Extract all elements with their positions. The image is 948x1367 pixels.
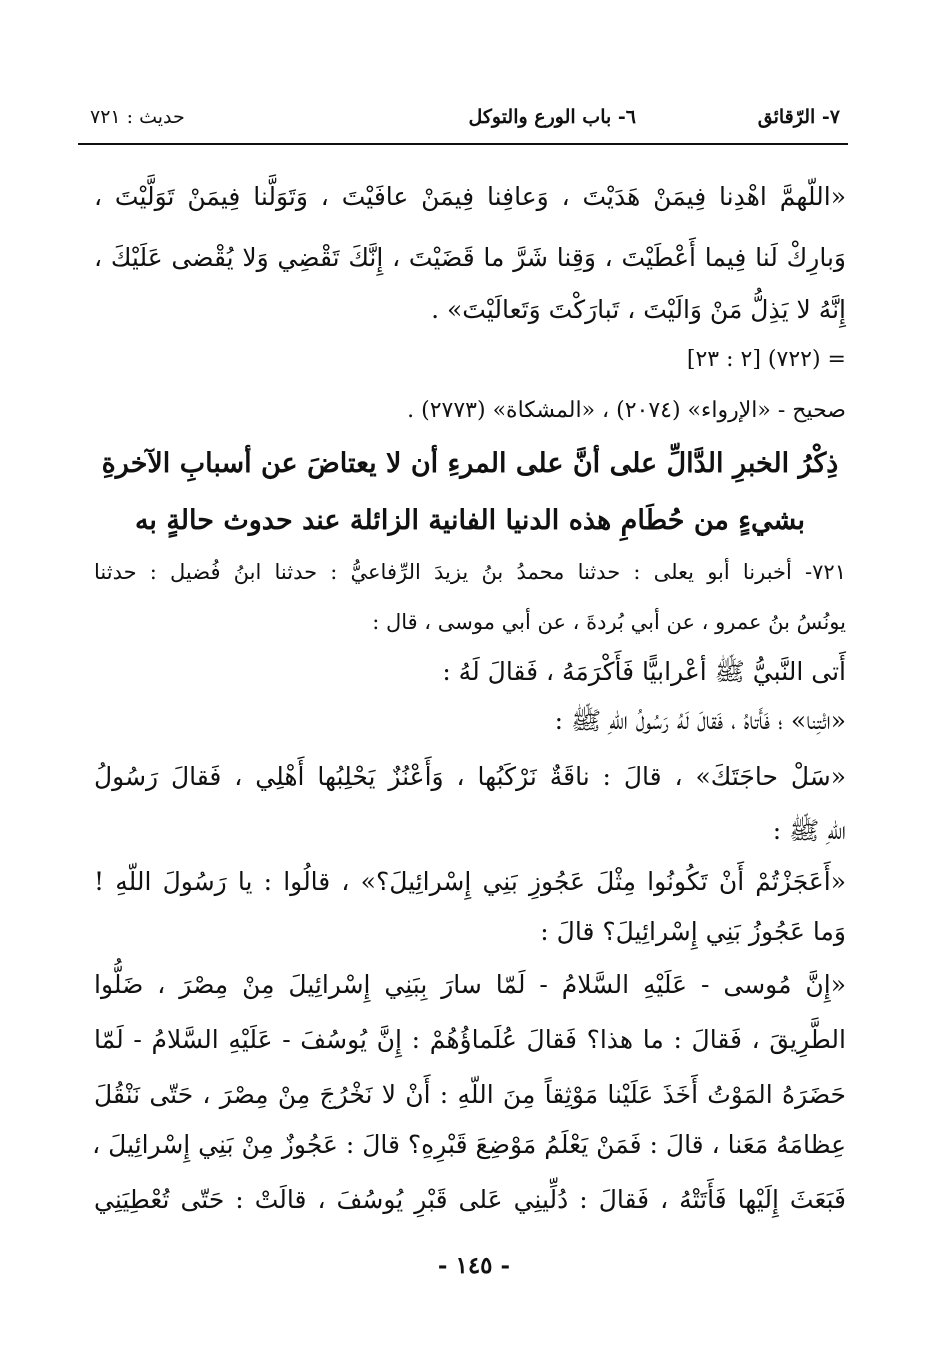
header-rule (78, 143, 848, 145)
text-line: «إِنَّ مُوسى - عَلَيْهِ السَّلامُ - لَمّا سارَ بِبَنِي إِسْرائِيلَ مِنْ مِصْرَ ، ضَلُّوا (94, 970, 846, 999)
text-line: «أَعَجَزْتُمْ أَنْ تَكُونُوا مِثْلَ عَجُوزِ بَنِي إِسْرائِيلَ؟» ، قالُوا : يا رَسُولَ اللّهِ ! (94, 867, 846, 896)
text-line: «سَلْ حاجَتَكَ» ، قالَ : ناقَةٌ نَرْكَبُها ، وَأَعْنُزٌ يَحْلِبُها أَهْلِي ، فَقالَ رَسُولُ (94, 762, 846, 791)
isnad-line: ٧٢١- أخبرنا أبو يعلى : حدثنا محمدُ بنُ يزيدَ الرِّفاعيُّ : حدثنا ابنُ فُضيل : حدثنا (94, 560, 846, 584)
text-line: «ائْتِنا» ؛ فَأَتاهُ ، فَقالَ لَهُ رَسُولُ اللّهِ ﷺ : (554, 706, 846, 735)
text-line: فَبَعَثَ إِلَيْها فَأَتَتْهُ ، فَقالَ : دُلِّينِي عَلى قَبْرِ يُوسُفَ ، قالَتْ : حَتّى تُعْطِيَنِي (94, 1185, 846, 1214)
text-line: الطَّرِيقَ ، فَقالَ : ما هذا؟ فَقالَ عُلَماؤُهُمْ : إِنَّ يُوسُفَ - عَلَيْهِ السَّلامُ - لَمّا (94, 1025, 846, 1054)
text-line: أَتى النَّبيُّ ﷺ أعْرابيًّا فَأَكْرَمَهُ ، فَقالَ لَهُ : (442, 657, 846, 686)
grading-note: صحيح - «الإرواء» (٢٠٧٤) ، «المشكاة» (٢٧٧٣) . (407, 398, 846, 423)
page-number: - ١٤٥ - (437, 1252, 511, 1279)
text-line: إِنَّهُ لا يَذِلُّ مَنْ وَالَيْتَ ، تَبارَكْتَ وَتَعالَيْتَ» . (431, 295, 846, 324)
text-line: حَضَرَهُ المَوْتُ أَخَذَ عَلَيْنا مَوْثِقاً مِنَ اللّهِ : أَنْ لا نَخْرُجَ مِنْ مِصْرَ ، حَتّى نَنْقُلَ (94, 1080, 846, 1109)
cross-reference: = (٧٢٢) [٢ : ٢٣] (686, 347, 846, 372)
text-line: وَبارِكْ لَنا فِيما أَعْطَيْتَ ، وَقِنا شَرَّ ما قَضَيْتَ ، إِنَّكَ تَقْضِي وَلا يُقْضى عَلَيْكَ ، (94, 243, 846, 272)
text-line: «اللّهمَّ اهْدِنا فِيمَنْ هَدَيْتَ ، وَعافِنا فِيمَنْ عافَيْتَ ، وَتَوَلَّنا فِيمَنْ تَوَلَّيْتَ ، (94, 182, 846, 211)
text-line: عِظامَهُ مَعَنا ، قالَ : فَمَنْ يَعْلَمُ مَوْضِعَ قَبْرِهِ؟ قالَ : عَجُوزٌ مِنْ بَنِي إِسْرائِيلَ ، (92, 1130, 846, 1159)
text-line: وَما عَجُوزُ بَنِي إِسْرائِيلَ؟ قالَ : (540, 917, 846, 946)
hadith-number: حديث : ٧٢١ (90, 106, 185, 128)
chapter-heading: ذِكْرُ الخبرِ الدَّالِّ على أنَّ على المرءِ أن لا يعتاضَ عن أسبابِ الآخرةِ (101, 448, 839, 479)
chapter-title: ٦- باب الورع والتوكل (468, 106, 636, 128)
chapter-heading: بشيءٍ من حُطَامِ هذه الدنيا الفانية الزائلة عند حدوث حالةٍ به (134, 505, 806, 536)
book-section-title: ٧- الرّقائق (757, 106, 840, 128)
text-line: اللّهِ ﷺ : (772, 816, 846, 845)
isnad-line: يونُسُ بنُ عمرو ، عن أبي بُردةَ ، عن أبي موسى ، قال : (372, 610, 846, 634)
running-header (78, 100, 848, 140)
